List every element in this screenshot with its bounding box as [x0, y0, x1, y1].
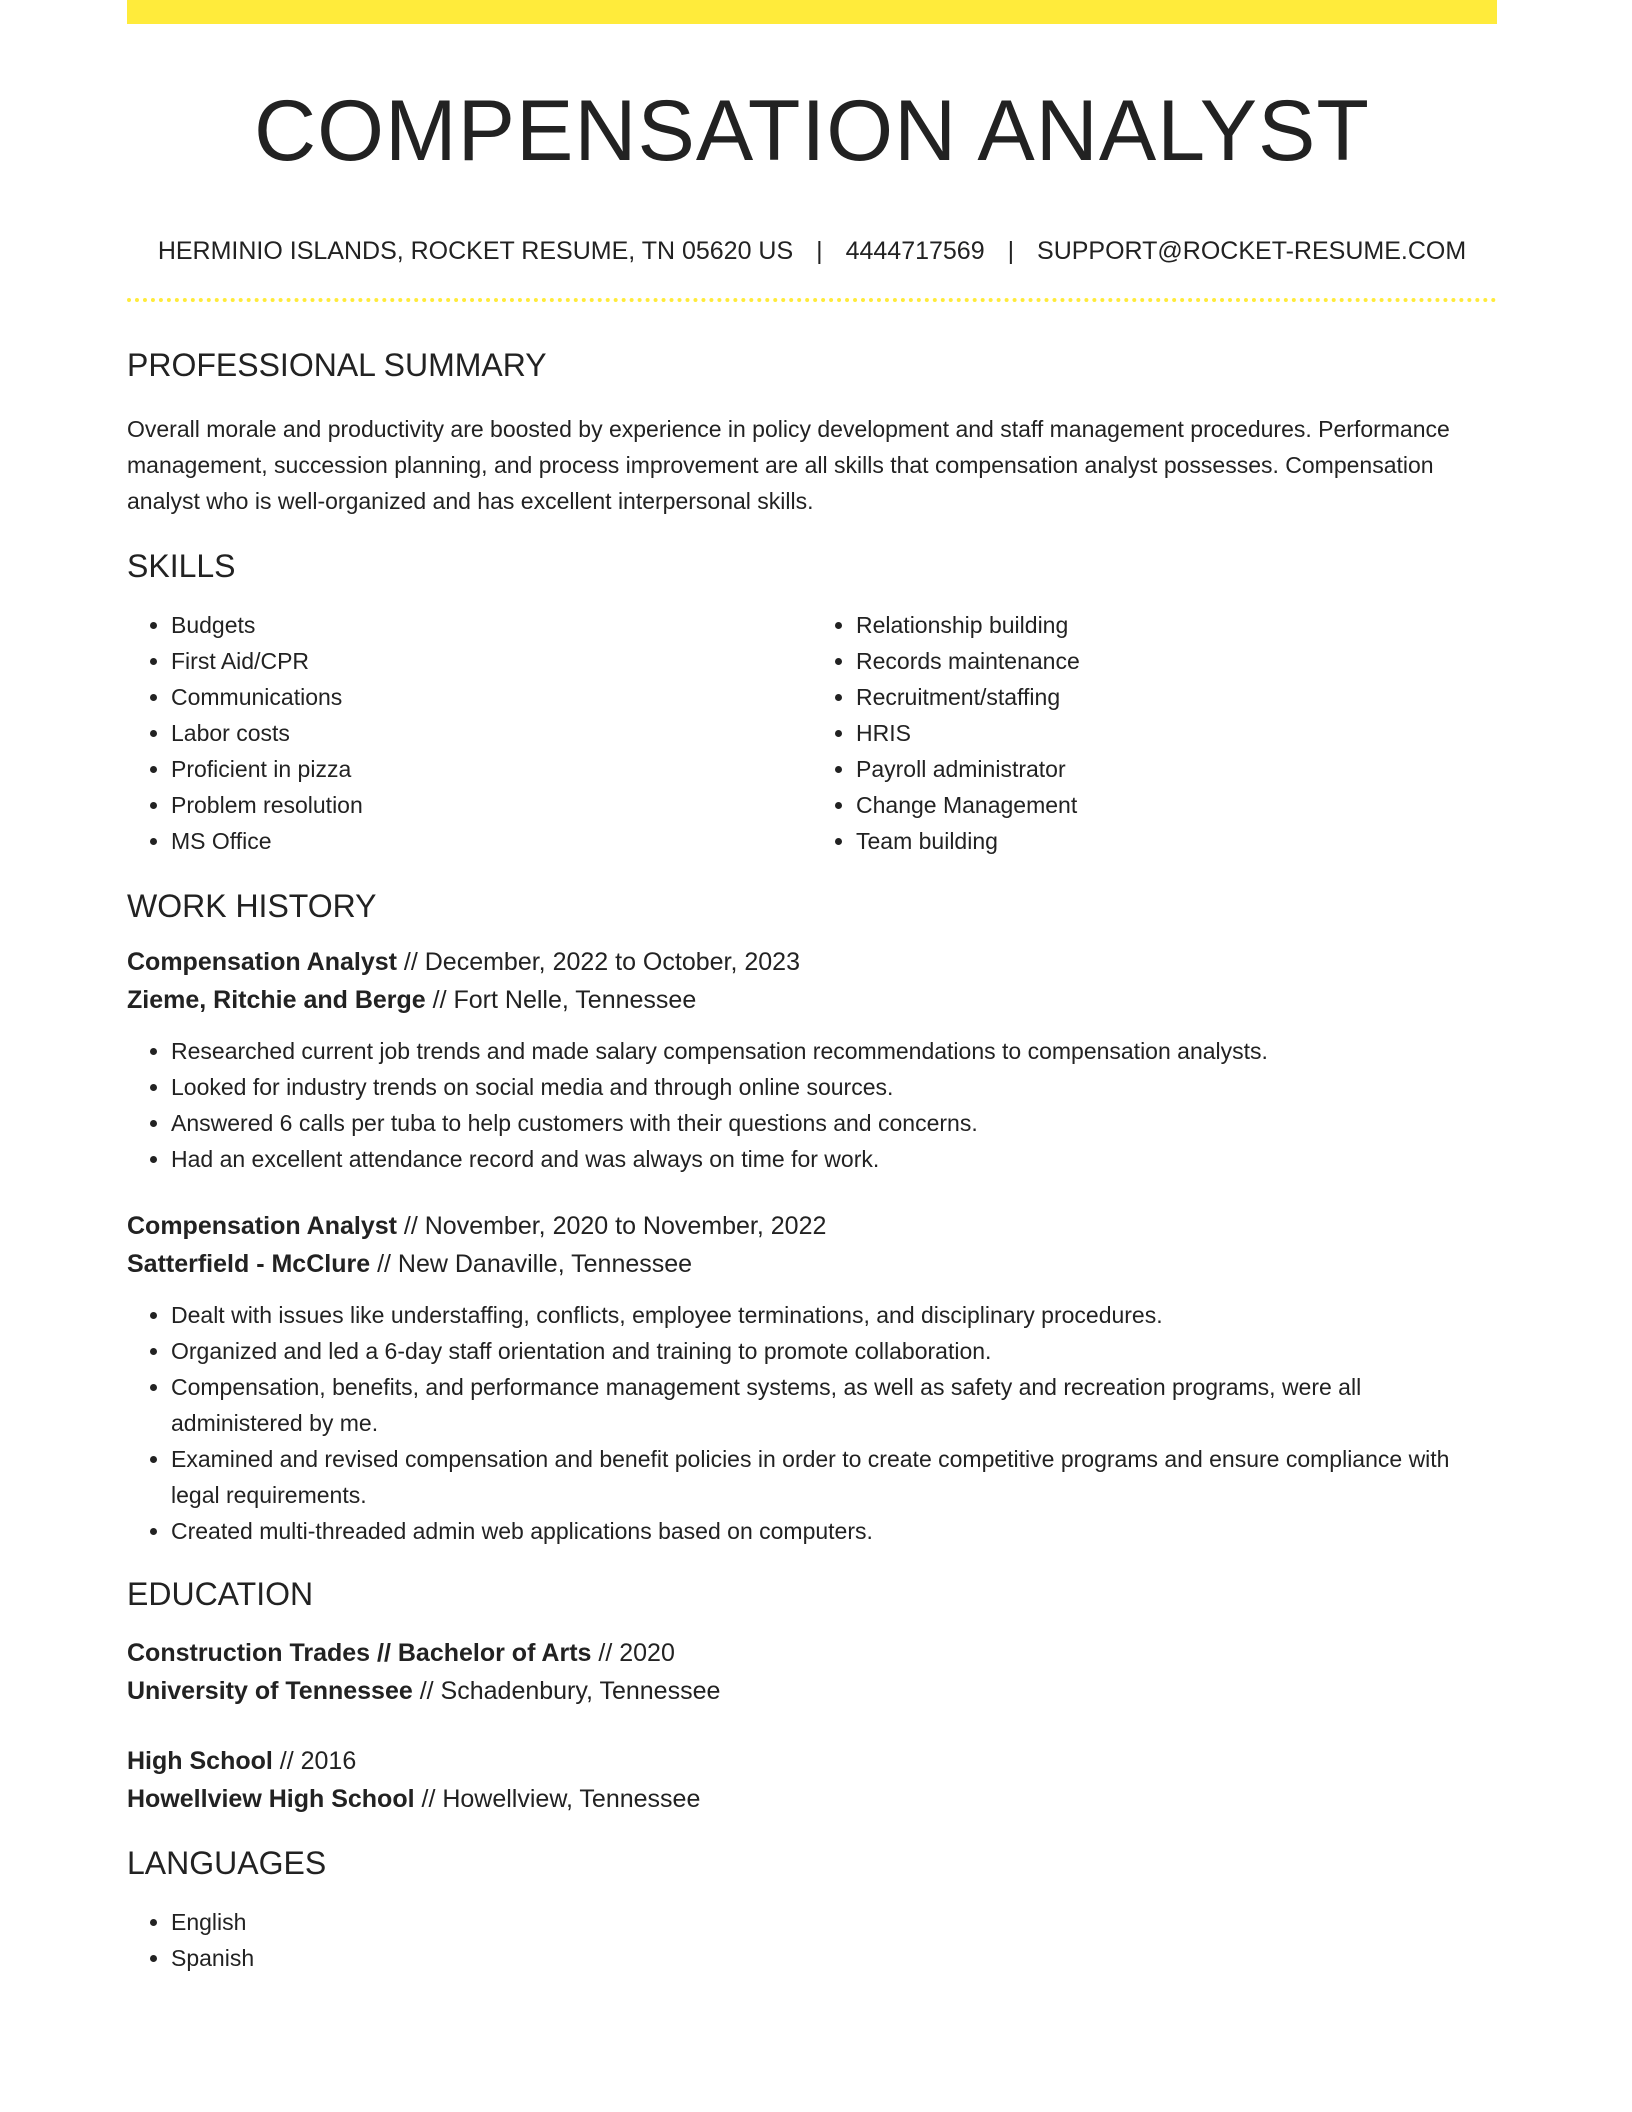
- languages-list: [127, 1904, 1497, 1976]
- job-bullet: • Looked for industry trends on social media and through online sources.: [171, 1069, 1497, 1105]
- skill-item: • Budgets: [171, 607, 812, 643]
- skill-item: • Team building: [856, 823, 1497, 859]
- resume-page: [127, 0, 1497, 1976]
- skills-right-list: [812, 607, 1497, 859]
- languages-heading: LANGUAGES: [127, 1844, 327, 1881]
- skill-item: • Change Management: [856, 787, 1497, 823]
- job-entry: [127, 1207, 1497, 1549]
- education-school-line: [127, 1672, 1497, 1710]
- contact-line: [127, 236, 1497, 266]
- education-school-line: [127, 1780, 1497, 1818]
- skill-item: • Payroll administrator: [856, 751, 1497, 787]
- resume-name-title: COMPENSATION ANALYST: [254, 83, 1370, 179]
- skill-item: • Proficient in pizza: [171, 751, 812, 787]
- skill-item: • Communications: [171, 679, 812, 715]
- contact-separator: |: [1007, 237, 1015, 266]
- job-location: // Fort Nelle, Tennessee: [432, 986, 697, 1015]
- job-bullet: • Organized and led a 6-day staff orientation and training to promote collaboration.: [171, 1333, 1497, 1369]
- job-bullet: • Dealt with issues like understaffing, conflicts, employee terminations, and disciplinary procedures.: [171, 1297, 1497, 1333]
- education-heading: EDUCATION: [127, 1576, 314, 1613]
- job-company-line: [127, 1245, 1497, 1283]
- education-degree-line: [127, 1634, 1497, 1672]
- job-role: Compensation Analyst: [127, 1212, 397, 1241]
- job-location: // New Danaville, Tennessee: [377, 1250, 693, 1279]
- dotted-divider: [127, 298, 1497, 302]
- job-entry: [127, 943, 1497, 1177]
- job-bullet: • Compensation, benefits, and performance management systems, as well as safety and recreation programs, were all administered by me.: [171, 1369, 1497, 1441]
- job-role: Compensation Analyst: [127, 948, 397, 977]
- job-bullet: • Examined and revised compensation and benefit policies in order to create competitive programs and ensure compliance with legal requirements.: [171, 1441, 1497, 1513]
- work-history-heading: WORK HISTORY: [127, 888, 377, 925]
- education-location: // Schadenbury, Tennessee: [419, 1676, 721, 1705]
- job-role-line: [127, 943, 1497, 981]
- education-entry: [127, 1742, 1497, 1818]
- contact-email: SUPPORT@ROCKET-RESUME.COM: [1037, 237, 1467, 266]
- job-bullet: • Researched current job trends and made salary compensation recommendations to compensation analysts.: [171, 1033, 1497, 1069]
- job-company: Satterfield - McClure: [127, 1250, 371, 1279]
- job-dates: // December, 2022 to October, 2023: [403, 948, 800, 977]
- contact-address: HERMINIO ISLANDS, ROCKET RESUME, TN 05620 US: [157, 237, 794, 266]
- language-item: • English: [171, 1904, 1497, 1940]
- education-year: // 2016: [279, 1746, 357, 1775]
- job-bullet-list: [127, 1297, 1497, 1549]
- contact-separator: |: [816, 237, 823, 266]
- job-bullet: • Created multi-threaded admin web applications based on computers.: [171, 1513, 1497, 1549]
- education-entry: [127, 1634, 1497, 1710]
- skill-item: • MS Office: [171, 823, 812, 859]
- education-location: // Howellview, Tennessee: [421, 1784, 701, 1813]
- skill-item: • Records maintenance: [856, 643, 1497, 679]
- skill-item: • Recruitment/staffing: [856, 679, 1497, 715]
- language-item: • Spanish: [171, 1940, 1497, 1976]
- job-dates: // November, 2020 to November, 2022: [403, 1212, 827, 1241]
- skills-left-list: [127, 607, 812, 859]
- skills-heading: SKILLS: [127, 547, 236, 584]
- skill-item: • HRIS: [856, 715, 1497, 751]
- skill-item: • Problem resolution: [171, 787, 812, 823]
- job-bullet-list: [127, 1033, 1497, 1177]
- job-role-line: [127, 1207, 1497, 1245]
- job-company: Zieme, Ritchie and Berge: [127, 986, 426, 1015]
- skills-columns: [127, 607, 1497, 859]
- accent-top-bar: [127, 0, 1497, 24]
- education-year: // 2020: [598, 1638, 675, 1667]
- contact-phone: 4444717569: [845, 237, 985, 266]
- job-company-line: [127, 981, 1497, 1019]
- summary-heading: PROFESSIONAL SUMMARY: [127, 347, 547, 384]
- skill-item: • Labor costs: [171, 715, 812, 751]
- job-bullet: • Answered 6 calls per tuba to help customers with their questions and concerns.: [171, 1105, 1497, 1141]
- education-school: Howellview High School: [127, 1784, 415, 1813]
- job-bullet: • Had an excellent attendance record and was always on time for work.: [171, 1141, 1497, 1177]
- skill-item: • Relationship building: [856, 607, 1497, 643]
- summary-text: Overall morale and productivity are boosted by experience in policy development and staff management procedures. Performance management, succession planning, and process improvement are all skills that compensation analyst possesses. Compensation analyst who is well-organized and has excellent interpersonal skills.: [127, 415, 1450, 514]
- skill-item: • First Aid/CPR: [171, 643, 812, 679]
- education-school: University of Tennessee: [127, 1676, 413, 1705]
- education-degree: High School: [127, 1746, 273, 1775]
- education-degree: Construction Trades // Bachelor of Arts: [127, 1638, 592, 1667]
- education-degree-line: [127, 1742, 1497, 1780]
